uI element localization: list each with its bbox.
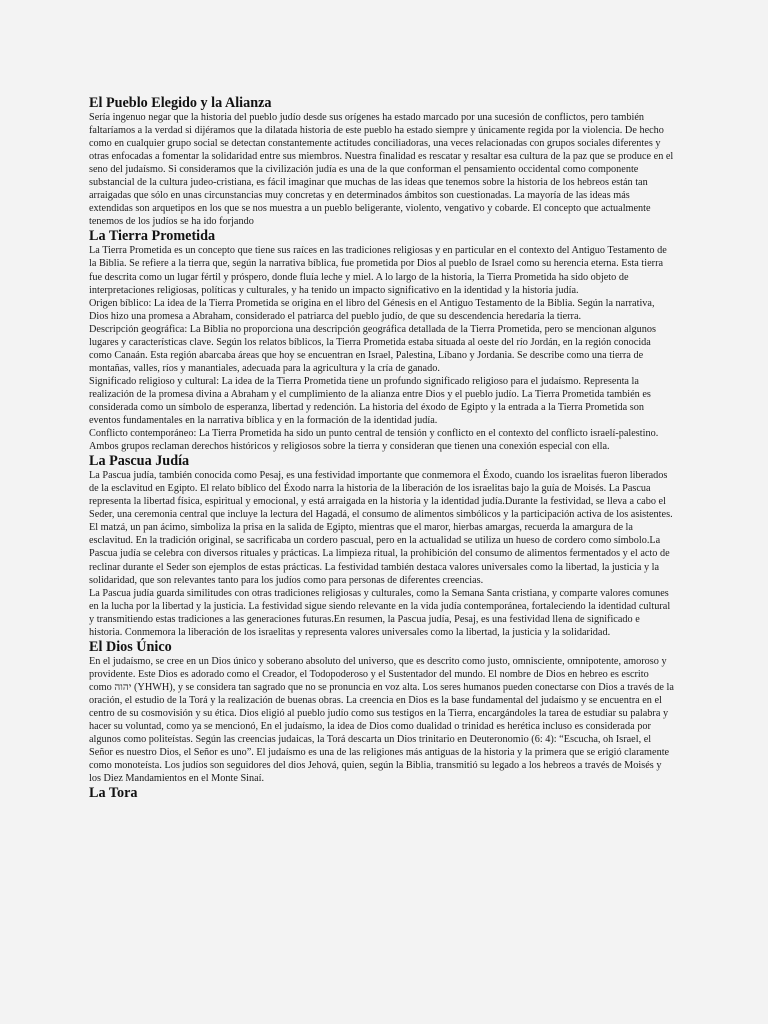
section-la-tora — [89, 785, 674, 801]
paragraph: Descripción geográfica: La Biblia no proporciona una descripción geográfica detallada de la Tierra Prometida, pero se mencionan algunos lugares y características clave. Según los relatos bíblicos, la Tierra Prometida estaba situada al oeste del río Jordán, en la región conocida como Canaán. Esta región abarcaba áreas que hoy se encuentran en Israel, Palestina, Líbano y Jordania. Se describe como una tierra de montañas, valles, ríos y manantiales, adecuada para la agricultura y la cría de ganado. — [89, 323, 656, 374]
paragraph: La Pascua judía guarda similitudes con otras tradiciones religiosas y culturales, como la Semana Santa cristiana, y comparte valores comunes en la lucha por la libertad y la justicia. La festividad sigue siendo relevante en la vida judía contemporánea, fortaleciendo la identidad cultural y transmitiendo estas tradiciones a las generaciones futuras.En resumen, la Pascua judía, Pesaj, es una festividad llena de significado e historia. Conmemora la liberación de los israelitas y representa valores universales como la libertad, la justicia y la solidaridad. — [89, 587, 671, 638]
paragraph: La Pascua judía, también conocida como Pesaj, es una festividad importante que conmemora el Éxodo, cuando los israelitas fueron liberados de la esclavitud en Egipto. El relato bíblico del Éxodo narra la historia de la liberación de los israelitas bajo la guía de Moisés. La Pascua representa la libertad física, espiritual y emocional, y está arraigada en la historia y la identidad judía.Durante la festividad, se lleva a cabo el Seder, una ceremonia central que incluye la lectura del Hagadá, el consumo de alimentos simbólicos y la participación activa de los asistentes. El matzá, un pan ácimo, simboliza la prisa en la salida de Egipto, mientras que el maror, hierbas amargas, recuerda la amargura de la esclavitud. En la tradición original, se sacrificaba un cordero pascual, pero en la actualidad se utiliza un hueso de cordero como símbolo.La Pascua judía se celebra con diversos rituales y prácticas. La limpieza ritual, la prohibición del consumo de alimentos fermentados y el acto de reclinar durante el Seder son ejemplos de estas prácticas. La festividad también destaca valores universales como la libertad, la justicia y la solidaridad, que son relevantes tanto para los judíos como para personas de diferentes creencias. — [89, 470, 673, 586]
section-tierra-prometida — [89, 228, 674, 453]
document-content — [89, 95, 674, 801]
paragraph: La Tierra Prometida es un concepto que tiene sus raíces en las tradiciones religiosas y en particular en el contexto del Antiguo Testamento de la Biblia. Se refiere a la tierra que, según la narrativa bíblica, fue prometida por Dios al pueblo de Israel como su herencia eterna. Esta tierra fue descrita como un lugar fértil y próspero, donde fluía leche y miel. A lo largo de la historia, la Tierra Prometida ha sido objeto de interpretaciones religiosas, políticas y culturales, y ha tenido un impacto significativo en la identidad y la historia judía. — [89, 245, 667, 296]
section-pascua-judia — [89, 453, 674, 639]
paragraph: En el judaísmo, se cree en un Dios único y soberano absoluto del universo, que es descrito como justo, omnisciente, omnipotente, amoroso y providente. Este Dios es adorado como el Creador, el Todopoderoso y el Sustentador del mundo. El nombre de Dios en hebreo es escrito como יהוה (YHWH), y se considera tan sagrado que no se pronuncia en voz alta. Los seres humanos pueden conectarse con Dios a través de la oración, el estudio de la Torá y la realización de buenas obras. La creencia en Dios es la base fundamental del judaísmo y se encuentra en el centro de su cosmovisión y su ética. Dios eligió al pueblo judío como sus testigos en la Tierra, encargándoles la tarea de estudiar su palabra y hacer su voluntad, como ya se mencionó, En el judaísmo, la idea de Dios como dualidad o trinidad es herética incluso es considerada por algunos como politeístas. Según las creencias judaicas, la Torá descarta un Dios trinitario en Deuteronomio (6: 4): “Escucha, oh Israel, el Señor es nuestro Dios, el Señor es uno”. El judaísmo es una de las religiones más antiguas de la historia y la primera que se erigió claramente como monoteísta. Los judíos son seguidores del dios Jehová, quien, según la Biblia, transmitió su legado a los hebreos a través de Moisés y los Diez Mandamientos en el Monte Sinaí. — [89, 655, 674, 785]
paragraph: Significado religioso y cultural: La idea de la Tierra Prometida tiene un profundo significado religioso para el judaísmo. Representa la realización de la promesa divina a Abraham y el cumplimiento de la alianza entre Dios y el pueblo judío. La Tierra Prometida también es considerada como un símbolo de esperanza, libertad y redención. La historia del éxodo de Egipto y la entrada a la Tierra Prometida son eventos fundamentales en la narrativa bíblica y en la formación de la identidad judía. — [89, 375, 651, 427]
paragraph: Origen bíblico: La idea de la Tierra Prometida se origina en el libro del Génesis en el Antiguo Testamento de la Biblia. Según la narrativa, Dios hizo una promesa a Abraham, considerado el patriarca del pueblo judío, de que su descendencia heredaría la tierra. — [89, 297, 655, 322]
section-pueblo-elegido — [89, 95, 674, 228]
paragraph: Sería ingenuo negar que la historia del pueblo judío desde sus orígenes ha estado marcado por una sucesión de conflictos, pero también faltaríamos a la verdad si dijéramos que la dilatada historia de este pueblo ha estado siempre y únicamente regida por la violencia. De hecho como en cualquier grupo social se detectan constantemente actitudes conciliadoras, una veces relacionadas con grupos sociales diferentes y otras enfocadas a fomentar la solidaridad entre sus miembros. Nuestra finalidad es rescatar y resaltar esa cultura de la paz que se produce en el seno del judaísmo. Si consideramos que la civilización judía es una de la que conforman el pensamiento occidental como componente substancial de la cultura judeo-cristiana, es fácil imaginar que muchas de las ideas que tenemos sobre la historia de los hebreos están tan arraigadas que sólo en unas circunstancias muy concretas y en determinados ámbitos son cuestionadas. La mayoría de las ideas más extendidas son arquetipos en los que se nos muestra a un pueblo beligerante, violento, vengativo y cobarde. El concepto que actualmente tenemos de los judíos se ha ido forjando — [89, 112, 674, 228]
section-heading: El Dios Único — [89, 638, 172, 655]
section-heading: La Tora — [89, 785, 138, 802]
section-heading: El Pueblo Elegido y la Alianza — [89, 95, 272, 111]
section-dios-unico — [89, 639, 674, 785]
paragraph: Conflicto contemporáneo: La Tierra Prometida ha sido un punto central de tensión y conflicto en el contexto del conflicto israelí-palestino. Ambos grupos reclaman derechos históricos y religiosos sobre la tierra y consideran que tienen una conexión especial con ella. — [89, 428, 659, 453]
section-heading: La Tierra Prometida — [89, 228, 216, 245]
section-heading: La Pascua Judía — [89, 453, 190, 470]
